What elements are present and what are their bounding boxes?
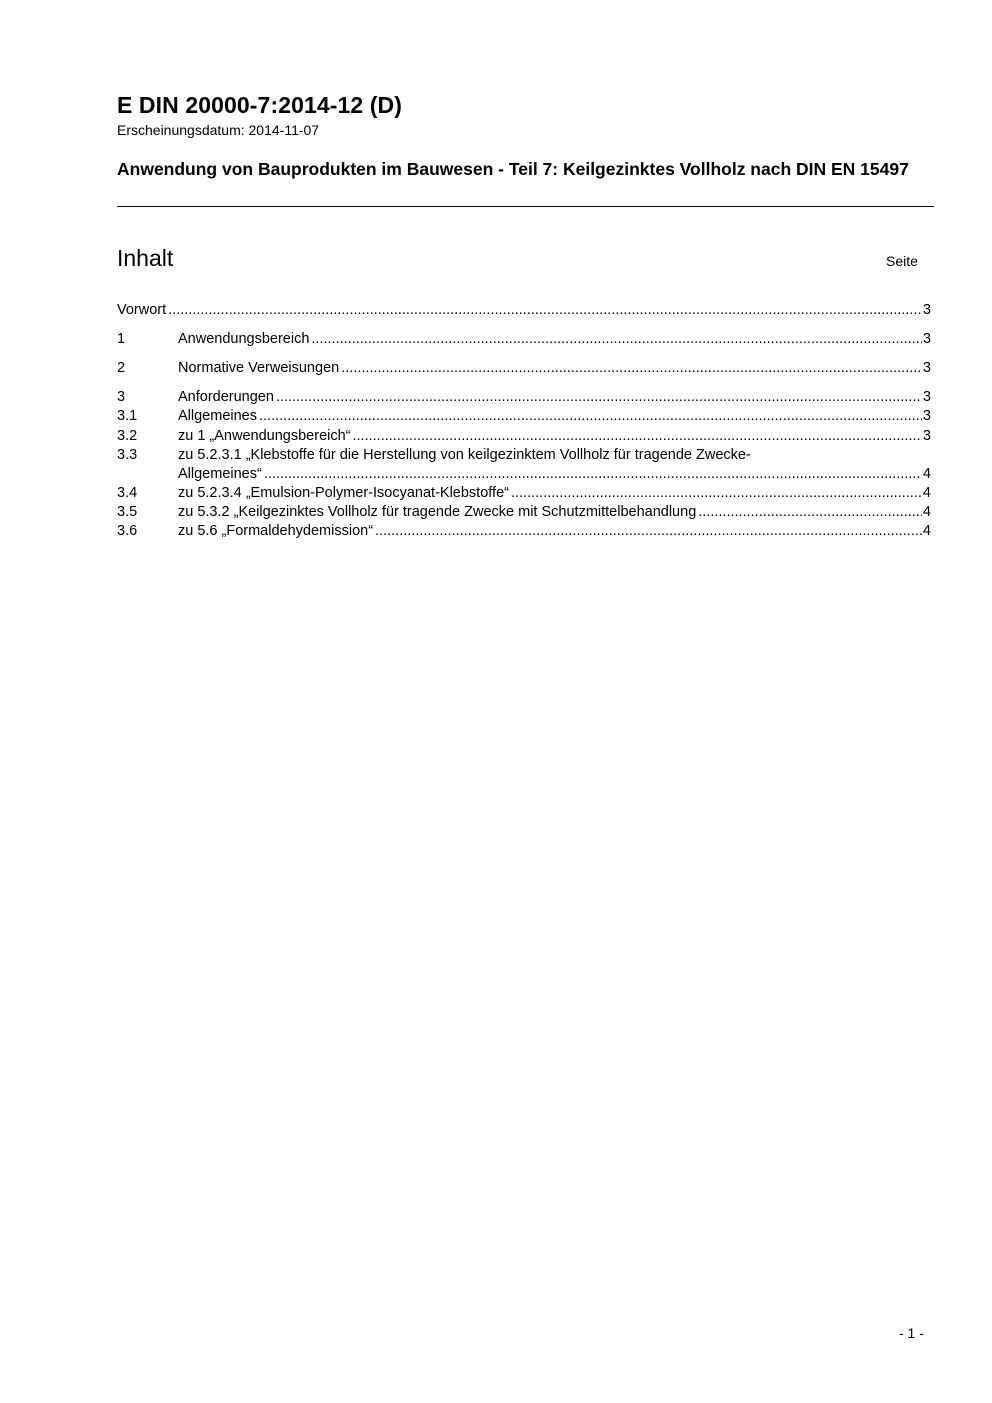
document-title: Anwendung von Bauprodukten im Bauwesen - Teil 7: Keilgezinktes Vollholz nach DIN EN 15497 bbox=[117, 159, 909, 179]
toc-entry-2[interactable] bbox=[117, 359, 931, 378]
toc-entry-page: 4 bbox=[922, 485, 931, 501]
toc-entry-page: 3 bbox=[922, 389, 931, 405]
toc-entry-3-2[interactable] bbox=[117, 427, 931, 446]
page-number: - 1 - bbox=[899, 1325, 924, 1341]
toc-entry-title: Anwendungsbereich bbox=[178, 331, 310, 347]
toc-entry-number: 3.3 bbox=[117, 447, 138, 463]
toc-entry-3-3-line1[interactable] bbox=[117, 446, 931, 465]
toc-entry-page: 3 bbox=[922, 428, 931, 444]
toc-entry-title: zu 5.2.3.4 „Emulsion-Polymer-Isocyanat-Klebstoffe“ bbox=[178, 485, 509, 501]
toc-entry-3[interactable] bbox=[117, 388, 931, 407]
toc-entry-page: 3 bbox=[922, 408, 931, 424]
document-id: E DIN 20000-7:2014-12 (D) bbox=[117, 92, 403, 118]
toc-dot-leader bbox=[375, 522, 922, 541]
toc-dot-leader bbox=[341, 359, 922, 378]
toc-entry-3-6[interactable] bbox=[117, 522, 931, 541]
toc-entry-1[interactable] bbox=[117, 330, 931, 349]
toc-entry-title-line1: zu 5.2.3.1 „Klebstoffe für die Herstellung von keilgezinktem Vollholz für tragende Zwecke- bbox=[178, 447, 751, 463]
toc-entry-number: 2 bbox=[117, 360, 126, 376]
toc-entry-number: 1 bbox=[117, 331, 126, 347]
toc-entry-page: 4 bbox=[922, 523, 931, 539]
toc-entry-page: 3 bbox=[922, 331, 931, 347]
toc-entry-title: Vorwort bbox=[117, 302, 167, 318]
toc-entry-3-3-line2[interactable] bbox=[117, 465, 931, 484]
toc-dot-leader bbox=[698, 503, 922, 522]
toc-entry-number: 3 bbox=[117, 389, 126, 405]
toc-dot-leader bbox=[353, 427, 922, 446]
toc-dot-leader bbox=[311, 330, 922, 349]
toc-dot-leader bbox=[276, 388, 922, 407]
toc-entry-3-1[interactable] bbox=[117, 407, 931, 426]
toc-entry-vorwort[interactable] bbox=[117, 301, 931, 320]
toc-entry-title: zu 1 „Anwendungsbereich“ bbox=[178, 428, 351, 444]
toc-entry-number: 3.6 bbox=[117, 523, 138, 539]
toc-entry-title: Allgemeines“ bbox=[178, 466, 262, 482]
toc-entry-page: 4 bbox=[922, 504, 931, 520]
toc-heading: Inhalt bbox=[117, 245, 174, 271]
toc-page-column-label: Seite bbox=[886, 253, 918, 269]
publication-date: Erscheinungsdatum: 2014-11-07 bbox=[117, 122, 320, 138]
toc-entry-3-5[interactable] bbox=[117, 503, 931, 522]
toc-entry-3-4[interactable] bbox=[117, 484, 931, 503]
toc-entry-title: zu 5.3.2 „Keilgezinktes Vollholz für tragende Zwecke mit Schutzmittelbehandlung bbox=[178, 504, 697, 520]
toc-entry-page: 3 bbox=[922, 302, 931, 318]
toc-entry-title: Anforderungen bbox=[178, 389, 274, 405]
toc-entry-number: 3.5 bbox=[117, 504, 138, 520]
toc-dot-leader bbox=[259, 407, 922, 426]
toc-entry-title: zu 5.6 „Formaldehydemission“ bbox=[178, 523, 374, 539]
toc-entry-title: Allgemeines bbox=[178, 408, 257, 424]
toc-dot-leader bbox=[511, 484, 922, 503]
toc-entry-page: 3 bbox=[922, 360, 931, 376]
toc-entry-number: 3.1 bbox=[117, 408, 138, 424]
table-of-contents bbox=[117, 0, 931, 600]
toc-entry-number: 3.2 bbox=[117, 428, 138, 444]
toc-entry-title: Normative Verweisungen bbox=[178, 360, 340, 376]
toc-dot-leader bbox=[264, 465, 922, 484]
toc-entry-number: 3.4 bbox=[117, 485, 138, 501]
toc-entry-page: 4 bbox=[922, 466, 931, 482]
toc-dot-leader bbox=[168, 301, 922, 320]
